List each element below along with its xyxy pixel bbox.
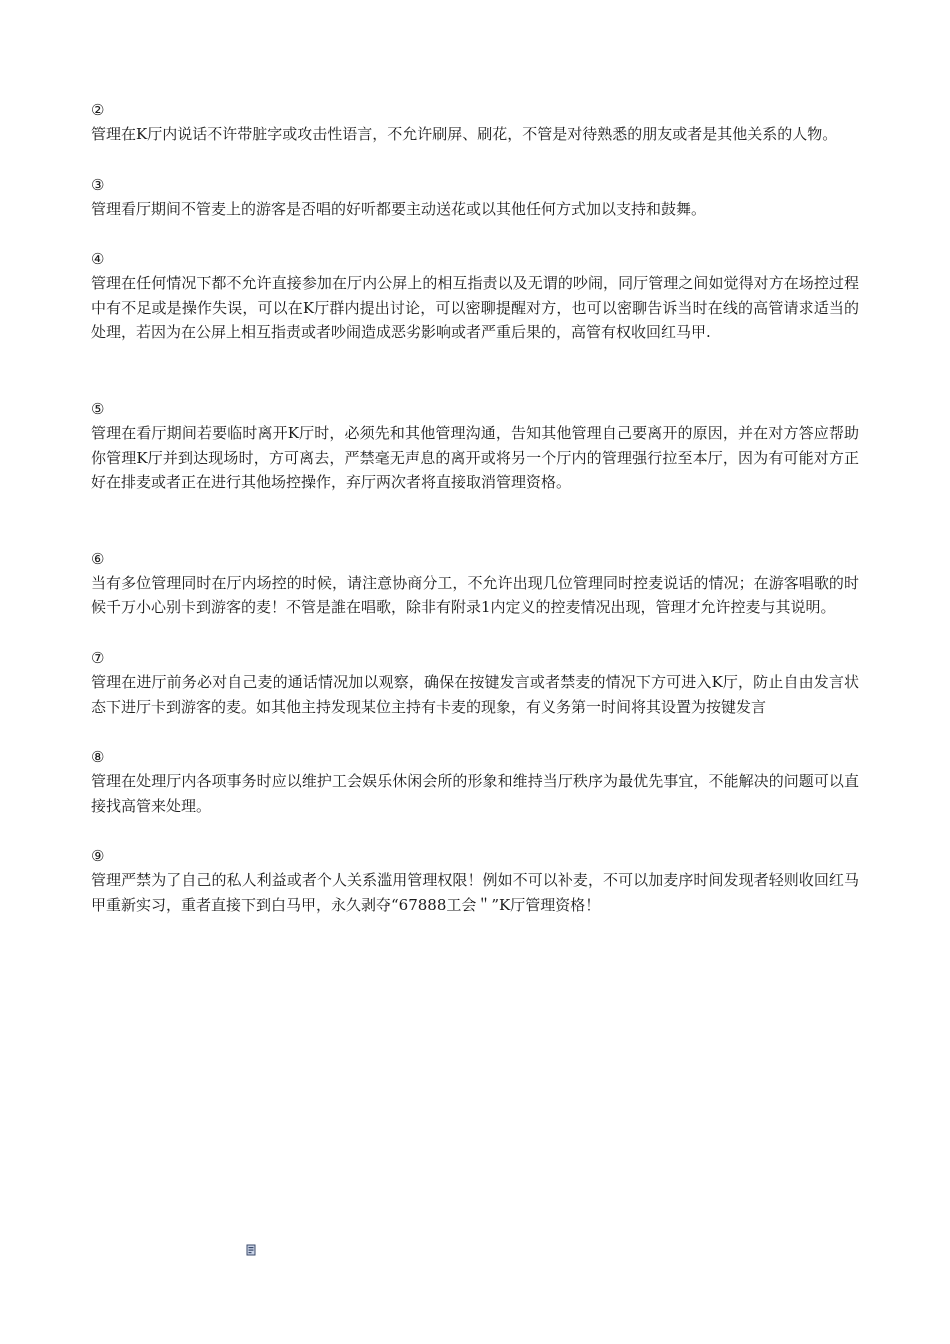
rule-3 bbox=[91, 173, 859, 222]
rule-number: ② bbox=[91, 101, 105, 119]
rule-number: ⑥ bbox=[91, 549, 105, 568]
rule-8 bbox=[91, 745, 859, 818]
rule-number: ⑧ bbox=[91, 748, 105, 767]
rule-number: ③ bbox=[91, 175, 105, 194]
rule-text: 管理严禁为了自己的私人利益或者个人关系滥用管理权限！例如不可以补麦，不可以加麦序时间发现者轻则收回红马甲重新实习，重者直接下到白马甲，永久剥夺“67888工会＂”K厅管理资格！ bbox=[91, 871, 859, 914]
rule-text: 管理在K厅内说话不许带脏字或攻击性语言，不允许刷屏、刷花，不管是对待熟悉的朋友或者是其他关系的人物。 bbox=[91, 125, 838, 143]
rule-text: 管理在处理厅内各项事务时应以维护工会娱乐休闲会所的形象和维持当厅秩序为最优先事宜，不能解决的问题可以直接找高管来处理。 bbox=[91, 772, 859, 815]
small-document-icon bbox=[245, 1241, 257, 1253]
rule-7 bbox=[91, 646, 859, 719]
rule-5 bbox=[91, 397, 859, 495]
rule-number: ⑦ bbox=[91, 648, 105, 667]
rule-number: ④ bbox=[91, 250, 105, 269]
document-body bbox=[91, 98, 859, 918]
rule-number: ⑤ bbox=[91, 399, 105, 418]
rule-text: 管理在看厅期间若要临时离开K厅时，必须先和其他管理沟通，告知其他管理自己要离开的原因，并在对方答应帮助你管理K厅并到达现场时，方可离去，严禁毫无声息的离开或将另一个厅内的管理强行拉至本厅，因为有可能对方正好在排麦或者正在进行其他场控操作，弃厅两次者将直接取消管理资格。 bbox=[91, 423, 859, 492]
rule-text: 管理在任何情况下都不允许直接参加在厅内公屏上的相互指责以及无谓的吵闹，同厅管理之间如觉得对方在场控过程中有不足或是操作失误，可以在K厅群内提出讨论，可以密聊提醒对方，也可以密聊告诉当时在线的高管请求适当的处理，若因为在公屏上相互指责或者吵闹造成恶劣影响或者严重后果的，高管有权收回红马甲. bbox=[91, 274, 859, 342]
rule-text: 管理看厅期间不管麦上的游客是否唱的好听都要主动送花或以其他任何方式加以支持和鼓舞。 bbox=[91, 199, 707, 218]
rule-text: 管理在进厅前务必对自己麦的通话情况加以观察，确保在按键发言或者禁麦的情况下方可进入K厅，防止自由发言状态下进厅卡到游客的麦。如其他主持发现某位主持有卡麦的现象，有义务第一时间将其设置为按键发言 bbox=[91, 672, 859, 716]
rule-6 bbox=[91, 547, 859, 620]
rule-4 bbox=[91, 247, 859, 345]
rule-text: 当有多位管理同时在厅内场控的时候，请注意协商分工，不允许出现几位管理同时控麦说话的情况；在游客唱歌的时候千万小心别卡到游客的麦！不管是誰在唱歌，除非有附录1内定义的控麦情况出现，管理才允许控麦与其说明。 bbox=[91, 573, 859, 617]
rule-2 bbox=[91, 98, 859, 147]
rule-number: ⑨ bbox=[91, 847, 105, 866]
rule-9 bbox=[91, 844, 859, 917]
